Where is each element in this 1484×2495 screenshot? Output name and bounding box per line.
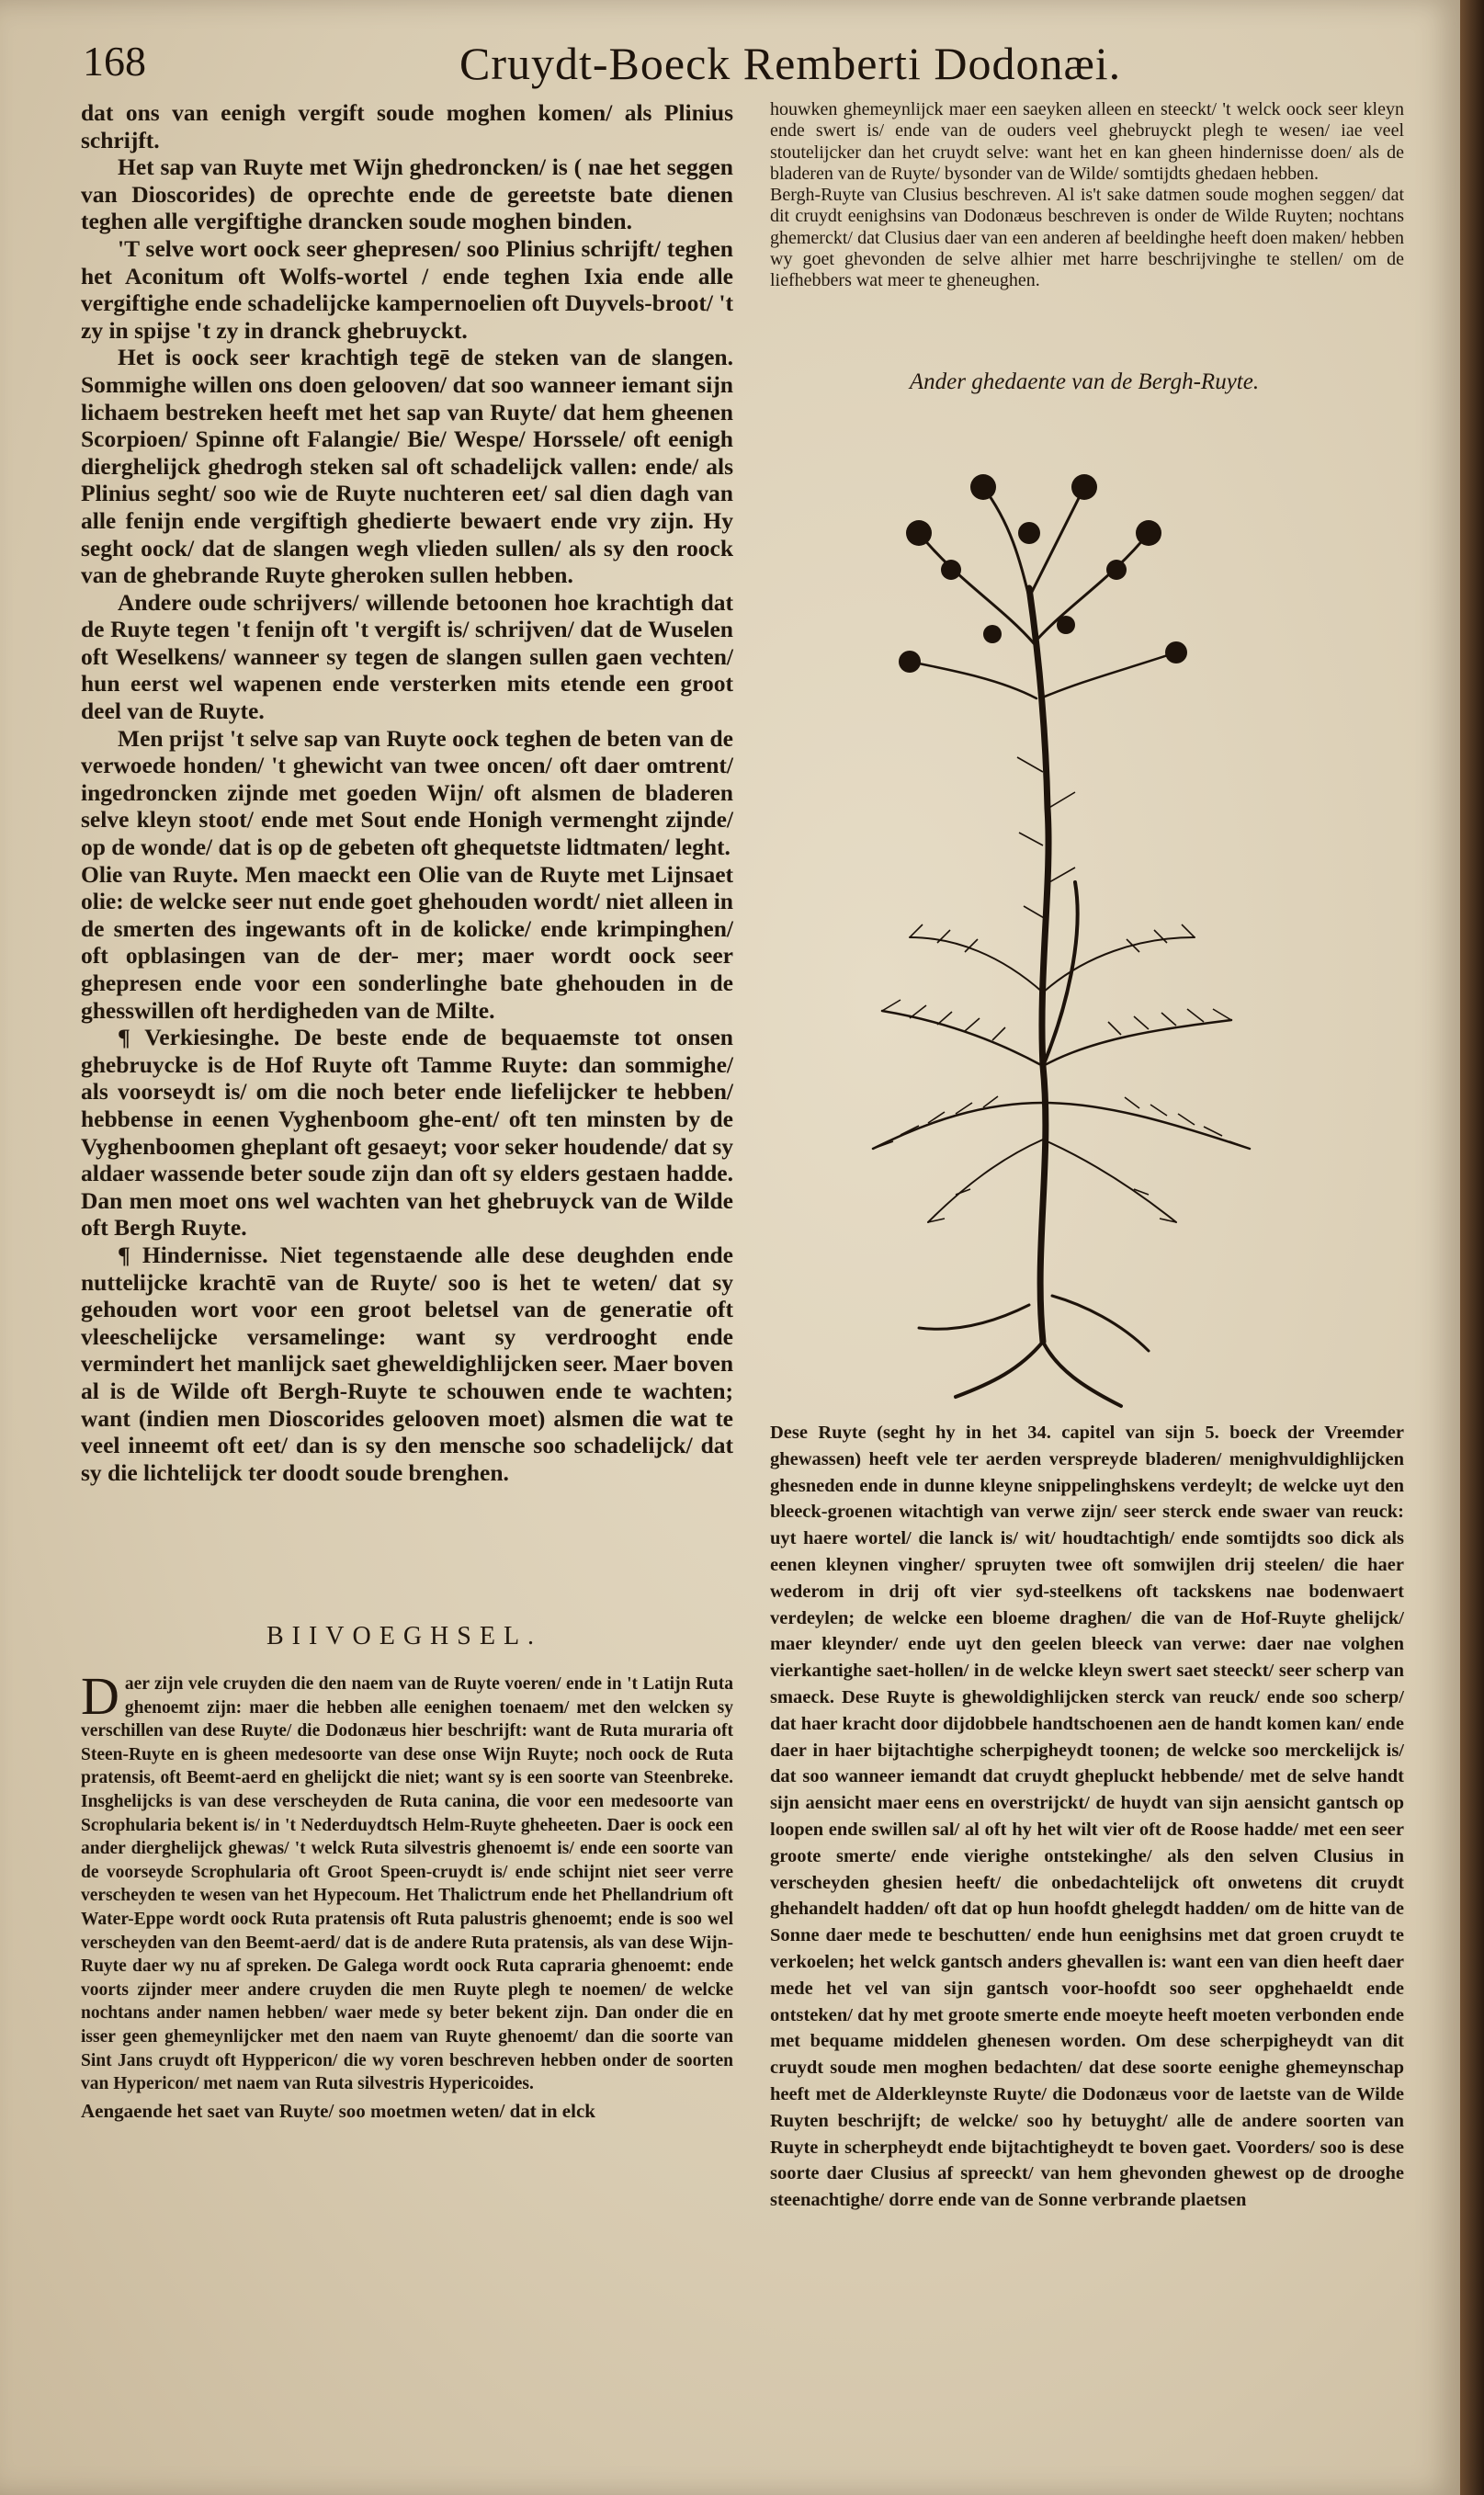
section-title: BIIVOEGHSEL.: [266, 1622, 543, 1650]
running-title: Cruydt-Boeck Remberti Dodonæi.: [459, 38, 1122, 89]
paragraph: Het is oock seer krachtigh tegē de steken van de slangen. Sommighe willen ons doen gelooven/ dat soo wanneer iemant sijn lichaem bestreken heeft met het sap van Ruyte/ dat hem gheenen Scorpioen/ Spinne oft Falangie/ Bie/ Wespe/ Horssele/ oft eenigh dierghelijck ghedrogh steken sal oft schadelijck vallen: ende/ als Plinius seght/ soo wie de Ruyte nuchteren eet/ sal dien dagh van alle fenijn ende vergiftigh ghedierte bewaert ende vry zijn. Hy seght oock/ dat de slangen wegh vlieden sullen/ als sy den roock van de ghebrande Ruyte gheroken sullen hebben.: [81, 344, 733, 589]
page-number: 168: [83, 38, 146, 85]
left-column-bottom: [81, 1666, 733, 2123]
drop-cap: D: [81, 1666, 119, 1726]
paragraph: ¶ Verkiesinghe. De beste ende de bequaemste tot onsen ghebruycke is de Hof Ruyte oft Tamme Ruyte: dan sommighe/ als voorseydt is/ om die noch beter ende liefelijcker te hebben/ hebbense in eenen Vyghenboom ghe-ent/ oft ten minsten by de Vyghenboomen gheplant oft gesaeyt; voor seker houdende/ dat sy aldaer wassende beter soude zijn dan oft sy elders gestaen hadde. Dan men moet ons wel wachten van het ghebruyck van de Wilde oft Bergh Ruyte.: [81, 1024, 733, 1242]
right-column-bottom: [770, 1420, 1404, 2214]
paragraph: dat ons van eenigh vergift soude moghen komen/ als Plinius schrijft.: [81, 99, 733, 153]
paragraph: 'T selve wort oock seer ghepresen/ soo Plinius schrijft/ teghen het Aconitum oft Wolfs-wortel / ende teghen Ixia ende alle vergiftighe ende schadelijcke kampernoelien oft Duyvels-broot/ 't zy in spijse 't zy in dranck ghebruyckt.: [81, 234, 733, 344]
paragraph: Men prijst 't selve sap van Ruyte oock teghen de beten van de verwoede honden/ 't ghewicht van twee oncen/ oft daer omtrent/ ingedroncken zijnde met goeden Wijn/ oft alsmen de bladeren selve kleyn stoot/ ende met Sout ende Honigh vermenght zijnde/ op de wonde/ dat is op de gebeten oft ghequetste lidtmaten/ leght.: [81, 724, 733, 861]
left-column: [81, 99, 733, 1486]
plant-woodcut-illustration: [845, 423, 1286, 1415]
paragraph: Dese Ruyte (seght hy in het 34. capitel van sijn 5. boeck der Vreemder ghewassen) heeft vele ter aerden verspreyde bladeren/ menighvuldighlijcken ghesneden ende in dunne kleyne snippelinghskens verdeylt; de welcke uyt den bleeck-groenen witachtigh van verwe zijn/ seer sterck ende swaer van reuck: uyt haere wortel/ die lanck is/ wit/ houdtachtigh/ ende somtijdts soo dick als eenen kleynen vingher/ spruyten twee oft somwijlen drij steelen/ die haer wederom in drij oft vier syd-steelkens oft tackskens nae bodenwaert verdeylen; de welcke een bloeme draghen/ die van de Hof-Ruyte ghelijck/ maer kleynder/ ende uyt den geelen bleeck van verwe: daer nae volghen vierkantighe saet-hollen/ in de welcke kleyn swert saet steeckt/ seer scherp van smaeck. Dese Ruyte is ghewoldighlijcken sterck van reuck/ ende soo scherp/ dat haer kracht door dijdobbele handtschoenen aen de handt komen kan/ ende daer in haer bijtachtighe scherpigheydt toonen; de welcke soo merckelijck is/ dat soo wanneer iemandt dat cruydt ghepluckt hebbende/ met de selve handt sijn aensicht maer eens en overstrijckt/ de huydt van sijn aensicht gantsch op loopen ende swillen sal/ al oft hy het wilt vier oft de Roose hadde/ met een seer groote smerte/ ende vierighe ontstekinghe/ als den selven Clusius in verscheyden ghesien heeft/ die onbedachtelijck oft onwetens dit cruydt ghehandelt hadden/ oft dat op hun hoofdt ghelegdt hadden/ om de hitte van de Sonne daer mede te beschutten/ ende hun eenighsins met dat groen cruydt te verkoelen; het welck gantsch anders ghevallen is: want een van dien heeft daer mede het vel van sijn gantsch voor-hoofdt soo seer opghehaeldt ende ontsteken/ dat hy met groote smerte ende moeyte heeft moeten verbonden ende met bequame middelen ghenesen worden. Om dese scherpigheydt van dit cruydt soude men moghen bedachten/ dat dese soorte eenighe ghemeynschap heeft met de Alderkleynste Ruyte/ die Dodonæus voor de laetste van de Wilde Ruyten beschrijft; de welcke/ soo hy betuyght/ alle de andere soorten van Ruyte in scherpheydt ende bijtachtigheydt te boven gaet. Voorders/ soo is dese soorte daer Clusius af spreeckt/ van hem ghevonden ghewest op de drooghe steenachtighe/ dorre ende van de Sonne verbrande plaetsen: [770, 1423, 1404, 2211]
paragraph: ¶ Hindernisse. Niet tegenstaende alle dese deughden ende nuttelijcke krachtē van de Ruyte/ soo is het te weten/ dat sy gehouden wort voor een groot beletsel van de generatie oft vleeschelijcke versamelinge: want sy verdrooght ende vermindert het manlijck saet gheweldighlijcken seer. Maer boven al is de Wilde oft Bergh-Ruyte te schouwen ende te wachten; want (indien men Dioscorides gelooven moet) alsmen die wat te veel inneemt oft eet/ dan is sy den mensche soo schadelijck/ dat sy die lichtelijck ter doodt soude brenghen.: [81, 1241, 733, 1486]
book-spine-edge: [1460, 0, 1484, 2495]
paragraph-text: aer zijn vele cruyden die den naem van de Ruyte voeren/ ende in 't Latijn Ruta ghenoemt zijn: maer die hebben alle eenighen toenaem/ met den welcken sy verschillen van dese Ruyte/ die Dodonæus hier beschrijft: want de Ruta muraria oft Steen-Ruyte en is gheen medesoorte van dese onse Wijn Ruyte; noch oock de Ruta pratensis, oft Beemt-aerd en ghelijckt die niet; want sy is een soorte van Steenbreke. Insghelijcks is van dese verscheyden de Ruta canina, die voor een medesoorte van Scrophularia bekent is/ in 't Nederduydtsch Helm-Ruyte gheheeten. Daer is oock een ander dierghelijck ghewas/ 't welck Ruta silvestris ghenoemt is/ ende een soorte van de voorseyde Scrophularia oft Groot Speen-cruydt is/ ende schijnt niet seer verre verscheyden te wesen van het Hypecoum. Het Thalictrum ende het Phellandrium oft Water-Eppe wordt oock Ruta pratensis oft Ruta palustris ghenoemt; ende is soo wel verscheyden van den Beemt-aerd/ dat is de andere Ruta pratensis, als van dese Wijn-Ruyte daer wy nu af spreken. De Galega wordt oock Ruta capraria ghenoemt: ende voorts zijnder meer andere cruyden die men Ruyte plegh te noemen/ de welcke nochtans ander namen hebben/ waer mede sy beter bekent zijn. Dan onder die en isser geen ghemeynlijcker met den naem van Ruyte ghenoemt/ dan die soorte van Sint Jans cruydt oft Hyppericon/ die wy voren beschreven hebben onder de soorten van Hypericon/ met naem van Ruta silvestris Hypericoides.: [81, 1674, 733, 2094]
paragraph: Andere oude schrijvers/ willende betoonen hoe krachtigh dat de Ruyte tegen 't fenijn oft 't vergift is/ schrijven/ dat de Wuselen oft Weselkens/ wanneer sy tegen de slangen sullen gaen vechten/ hun eerst wel wapenen ende versterken mits etende een groot deel van de Ruyte.: [81, 588, 733, 725]
paragraph: Het sap van Ruyte met Wijn ghedroncken/ is ( nae het seggen van Dioscorides) de oprechte ende de gereetste bate dienen teghen alle vergiftighe drancken soude moghen binden.: [81, 153, 733, 235]
figure-caption: Ander ghedaente van de Bergh-Ruyte.: [909, 369, 1260, 394]
paragraph: Olie van Ruyte. Men maeckt een Olie van de Ruyte met Lijnsaet olie: de welcke seer nut ende goet ghehouden wordt/ niet alleen in de smerten des ingewants oft in de kolicke/ ende krimpinghen/ oft opblasingen van de der- mer; maer wordt oock seer ghepresen ende voor een sonderlinghe bate ghehouden in de ghesswillen oft herdigheden van de Milte.: [81, 860, 733, 1024]
paragraph: Bergh-Ruyte van Clusius beschreven. Al is't sake datmen soude moghen seggen/ dat dit cruydt eenighsins van Dodonæus beschreven is onder de Wilde Ruyten; nochtans ghemerckt/ dat Clusius daer van een anderen af beeldinghe heeft doen maken/ hebben wy goet ghevonden de selve alhier met harre beschrijvinghe te stellen/ om de liefhebbers wat meer te gheneughen.: [770, 185, 1404, 291]
right-column-top: [770, 99, 1404, 292]
page-header: [83, 37, 1332, 92]
paragraph: houwken ghemeynlijck maer een saeyken alleen en steeckt/ 't welck oock seer kleyn ende swert is/ ende van de ouders veel ghebruyckt plegh te wesen/ iae veel stoutelijcker dan het cruydt selve: want het en kan gheen hindernisse doen/ als de bladeren van de Ruyte/ bysonder van de Wilde/ somtijdts ghedaen hebben.: [770, 99, 1404, 184]
paragraph: [81, 1666, 733, 2096]
paragraph-last-line: Aengaende het saet van Ruyte/ soo moetmen weten/ dat in elck: [81, 2099, 595, 2122]
